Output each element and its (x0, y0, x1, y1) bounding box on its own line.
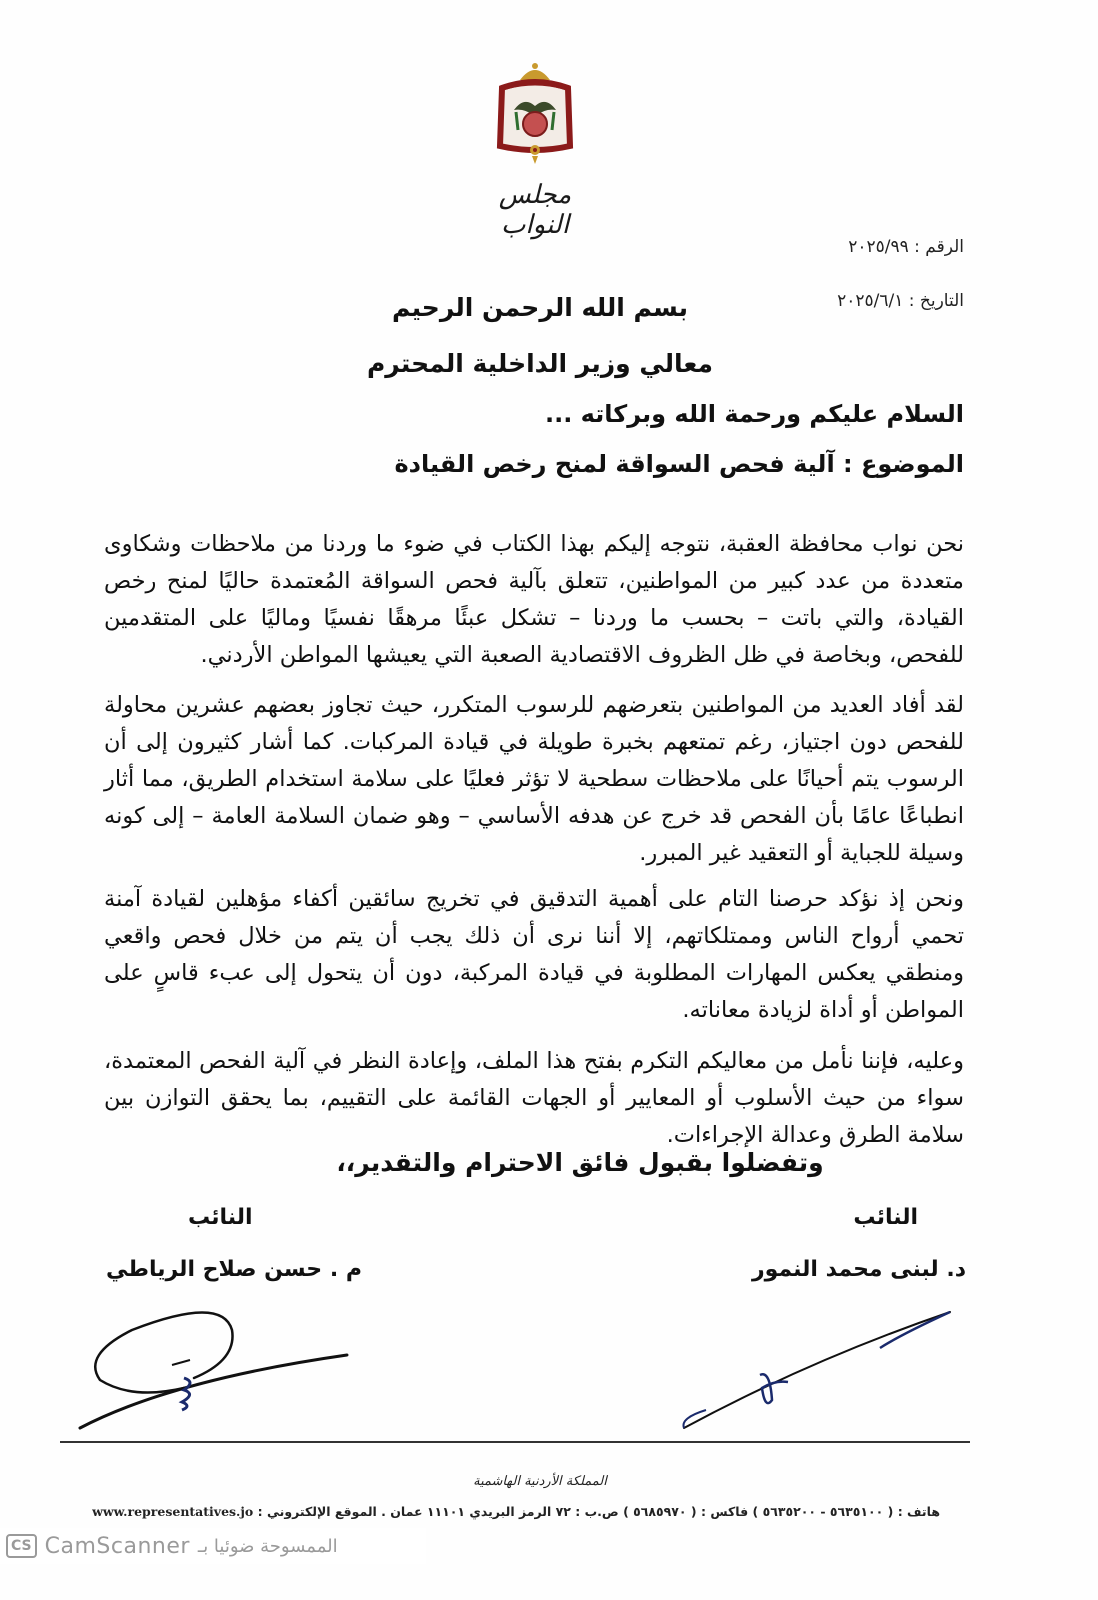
closing-salutation: وتفضلوا بقبول فائق الاحترام والتقدير،، (336, 1148, 824, 1177)
camscanner-app-name: CamScanner (44, 1533, 190, 1559)
website-link[interactable]: www.representatives.jo (92, 1504, 254, 1519)
footer-divider (60, 1441, 970, 1443)
basmala: بسم الله الرحمن الرحيم (392, 293, 688, 322)
subject-line (394, 450, 964, 478)
handwritten-signature-icon (670, 1300, 960, 1440)
signatory-left-name: م . حسن صلاح الرياطي (106, 1257, 362, 1282)
camscanner-caption: الممسوحة ضوئيا بـ (197, 1535, 338, 1557)
date-label: التاريخ : (908, 291, 964, 311)
signatory-left-title: النائب (188, 1205, 253, 1230)
contact-text: هاتف : ( ٥٦٣٥١٠٠ - ٥٦٣٥٢٠٠ ) فاكس : ( ٥٦٨٥٩٧٠ ) ص.ب : ٧٢ الرمز البريدي ١١١٠١ عمان . الموقع الإلكتروني : (257, 1504, 940, 1519)
letter-date (837, 291, 964, 311)
signatory-right-title: النائب (853, 1205, 918, 1230)
camscanner-watermark (0, 1528, 426, 1564)
reference-value: ٢٠٢٥/٩٩ (848, 237, 909, 257)
contact-info (92, 1504, 940, 1519)
handwritten-signature-icon (72, 1300, 362, 1440)
greeting: السلام عليكم ورحمة الله وبركاته ... (544, 400, 964, 428)
body-paragraph-2: لقد أفاد العديد من المواطنين بتعرضهم للرسوب المتكرر، حيث تجاوز بعضهم عشرين محاولة للفحص دون اجتياز، رغم تمتعهم بخبرة طويلة في قيادة المركبات. كما أشار كثيرون إلى أن الرسوب يتم أحيانًا على ملاحظات سطحية لا تؤثر فعليًا على سلامة استخدام الطريق، مما أثار انطباعًا عامًا بأن الفحص قد خرج عن هدفه الأساسي – وهو ضمان السلامة العامة – إلى كونه وسيلة للجباية أو التعقيد غير المبرر. (104, 691, 964, 866)
reference-label: الرقم : (914, 237, 964, 257)
date-value: ٢٠٢٥/٦/١ (837, 291, 904, 311)
council-name-logo: مجلس النواب (498, 180, 572, 240)
jordan-coat-of-arms-icon (492, 58, 578, 166)
body-paragraph-4: وعليه، فإننا نأمل من معاليكم التكرم بفتح هذا الملف، وإعادة النظر في آلية الفحص المعتمدة، سواء من حيث الأسلوب أو المعايير أو الجهات القائمة على التقييم، بما يحقق التوازن بين سلامة الطرق وعدالة الإجراءات. (104, 1047, 964, 1148)
kingdom-name: المملكة الأردنية الهاشمية (473, 1474, 607, 1489)
signatory-right-name: د. لبنى محمد النمور (751, 1257, 966, 1282)
subject-label: الموضوع : (843, 450, 964, 478)
subject-text: آلية فحص السواقة لمنح رخص القيادة (394, 450, 835, 478)
camscanner-logo-icon: CS (6, 1534, 37, 1558)
reference-number (848, 237, 964, 257)
body-paragraph-3: ونحن إذ نؤكد حرصنا التام على أهمية التدقيق في تخريج سائقين أكفاء مؤهلين لقيادة آمنة تحمي أرواح الناس وممتلكاتهم، إلا أننا نرى أن ذلك يجب أن يتم من خلال فحص واقعي ومنطقي يعكس المهارات المطلوبة في قيادة المركبة، دون أن يتحول إلى عبء قاسٍ على المواطن أو أداة لزيادة معاناته. (104, 885, 964, 1023)
body-paragraph-1: نحن نواب محافظة العقبة، نتوجه إليكم بهذا الكتاب في ضوء ما وردنا من ملاحظات وشكاوى متعددة من عدد كبير من المواطنين، تتعلق بآلية فحص السواقة المُعتمدة حاليًا لمنح رخص القيادة، والتي باتت – بحسب ما وردنا – تشكل عبئًا مرهقًا نفسيًا وماليًا على المتقدمين للفحص، وبخاصة في ظل الظروف الاقتصادية الصعبة التي يعيشها المواطن الأردني. (104, 530, 964, 668)
addressee: معالي وزير الداخلية المحترم (366, 349, 713, 378)
